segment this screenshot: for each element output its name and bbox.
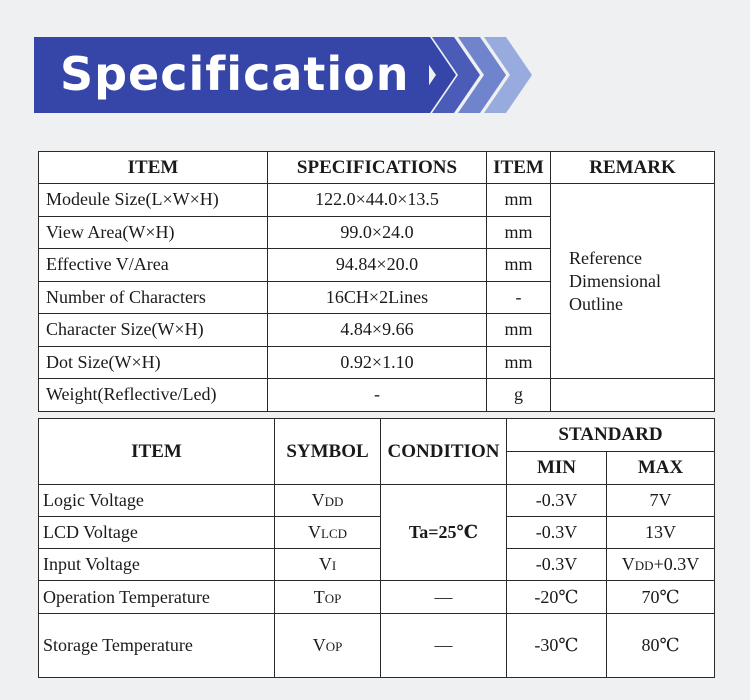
remark-cell: [551, 184, 715, 379]
spec-item: Character Size(W×H): [39, 314, 268, 347]
spec-value: 16CH×2Lines: [268, 281, 487, 314]
condition-value: Ta=25℃: [408, 522, 479, 542]
spec-item: Dot Size(W×H): [39, 346, 268, 379]
electrical-characteristics-table: [38, 418, 715, 678]
table-row: [39, 485, 715, 517]
condition-dash: —: [381, 614, 507, 678]
header-min: MIN: [507, 452, 607, 485]
condition-cell: [381, 485, 507, 581]
spec-unit: g: [487, 379, 551, 412]
param-max: VDD+0.3V: [607, 549, 715, 581]
param-min: -30℃: [507, 614, 607, 678]
spec-value: 0.92×1.10: [268, 346, 487, 379]
header-condition: CONDITION: [381, 419, 507, 485]
param-max: 13V: [607, 517, 715, 549]
table-row: [39, 379, 715, 412]
header-item: ITEM: [39, 419, 275, 485]
table-row: [39, 549, 715, 581]
param-symbol: TOP: [275, 581, 381, 614]
spec-item: Weight(Reflective/Led): [39, 379, 268, 412]
spec-unit: mm: [487, 249, 551, 282]
table-row: [39, 517, 715, 549]
param-symbol: VI: [275, 549, 381, 581]
param-min: -0.3V: [507, 549, 607, 581]
spec-unit: mm: [487, 346, 551, 379]
remark-line: Reference: [569, 247, 642, 268]
header-remark: REMARK: [551, 152, 715, 184]
spec-item: Number of Characters: [39, 281, 268, 314]
param-item: Storage Temperature: [39, 614, 275, 678]
spec-unit: mm: [487, 216, 551, 249]
spec-value: 122.0×44.0×13.5: [268, 184, 487, 217]
param-symbol: VDD: [275, 485, 381, 517]
param-item: Input Voltage: [39, 549, 275, 581]
table-row: [39, 614, 715, 678]
param-max: 7V: [607, 485, 715, 517]
spec-item: Effective V/Area: [39, 249, 268, 282]
header-standard: STANDARD: [507, 419, 715, 452]
table-row: [39, 581, 715, 614]
spec-value: 4.84×9.66: [268, 314, 487, 347]
spec-item: View Area(W×H): [39, 216, 268, 249]
spec-unit: mm: [487, 184, 551, 217]
specification-table: [38, 151, 715, 412]
remark-line: Outline: [569, 293, 623, 314]
param-item: Logic Voltage: [39, 485, 275, 517]
condition-dash: —: [381, 581, 507, 614]
param-max: 80℃: [607, 614, 715, 678]
param-min: -20℃: [507, 581, 607, 614]
header-max: MAX: [607, 452, 715, 485]
param-item: LCD Voltage: [39, 517, 275, 549]
spec-value: -: [268, 379, 487, 412]
param-min: -0.3V: [507, 485, 607, 517]
header-symbol: SYMBOL: [275, 419, 381, 485]
remark-empty: [551, 379, 715, 412]
param-symbol: VLCD: [275, 517, 381, 549]
spec-value: 94.84×20.0: [268, 249, 487, 282]
header-specifications: SPECIFICATIONS: [268, 152, 487, 184]
header-item: ITEM: [39, 152, 268, 184]
param-max: 70℃: [607, 581, 715, 614]
spec-unit: -: [487, 281, 551, 314]
table-row: [39, 184, 715, 217]
param-symbol: VOP: [275, 614, 381, 678]
spec-unit: mm: [487, 314, 551, 347]
spec-item: Modeule Size(L×W×H): [39, 184, 268, 217]
header-item-unit: ITEM: [487, 152, 551, 184]
param-min: -0.3V: [507, 517, 607, 549]
param-item: Operation Temperature: [39, 581, 275, 614]
chevron-arrows-icon: [410, 37, 550, 113]
spec-value: 99.0×24.0: [268, 216, 487, 249]
remark-line: Dimensional: [569, 270, 661, 291]
page-title: Specification: [60, 47, 410, 101]
